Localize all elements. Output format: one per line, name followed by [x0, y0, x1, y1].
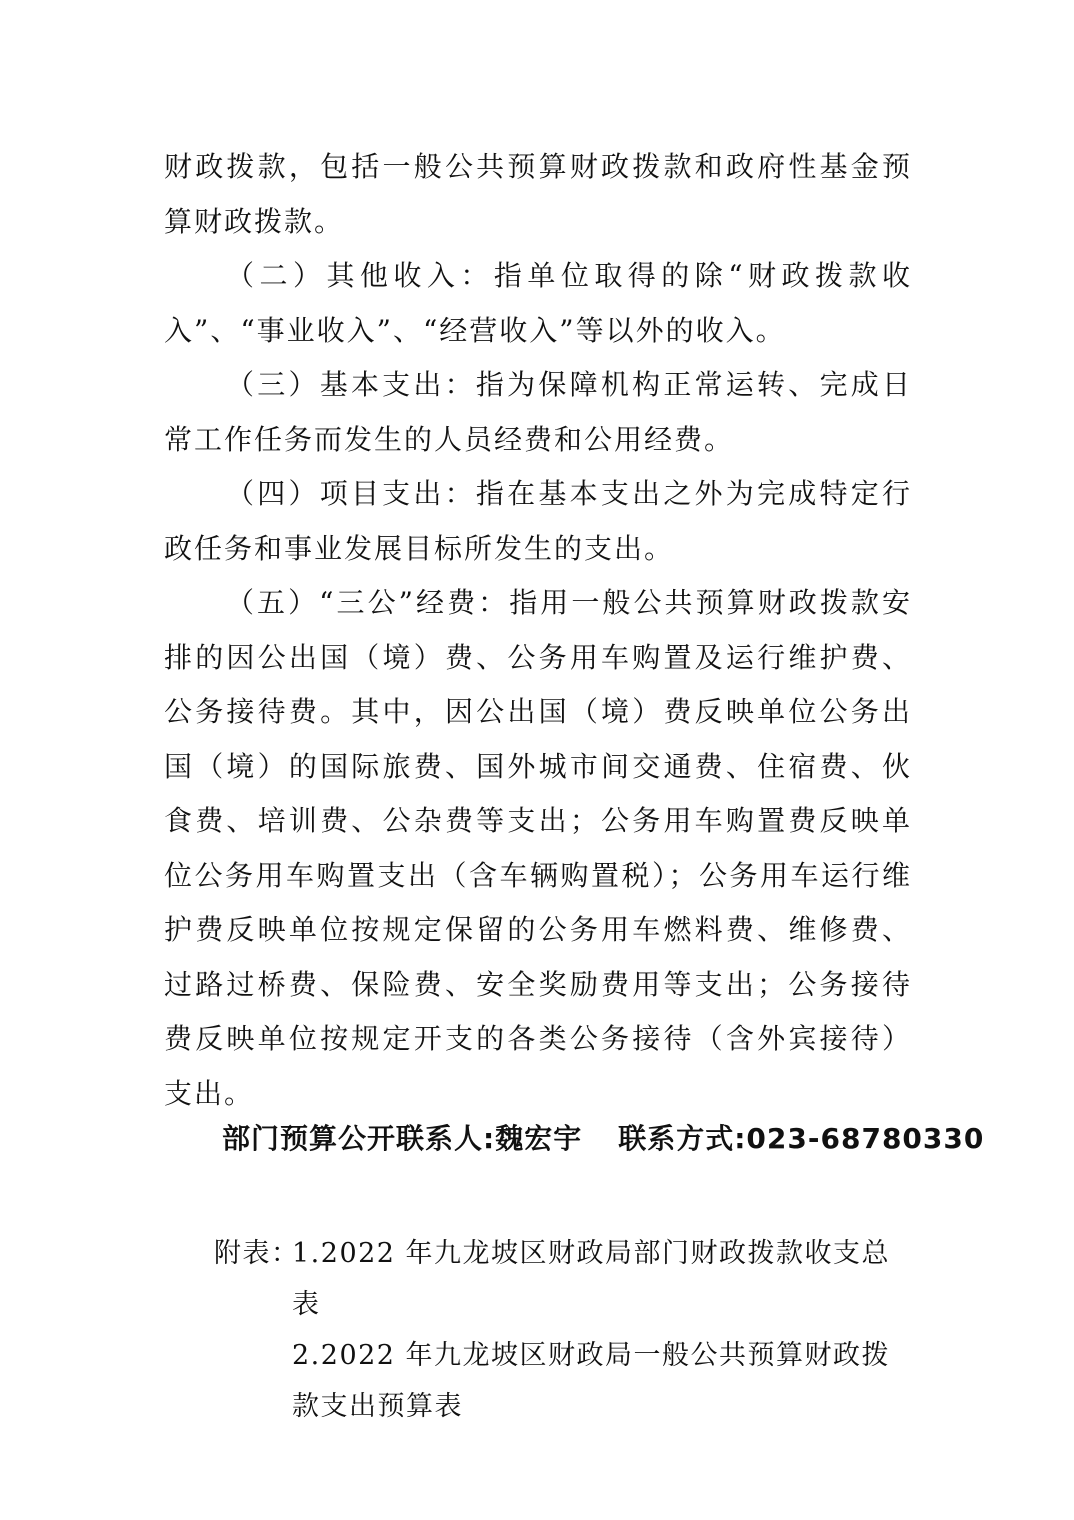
body-text: [164, 140, 912, 1121]
attachments-list: [292, 1228, 902, 1432]
attachments-label: 附表：: [214, 1238, 300, 1269]
paragraph-project-expenditure: （四）项目支出：指在基本支出之外为完成特定行政任务和事业发展目标所发生的支出。: [164, 477, 912, 565]
attachment-item-1: 1.2022 年九龙坡区财政局部门财政拨款收支总表: [292, 1238, 891, 1320]
paragraph-basic-expenditure: （三）基本支出：指为保障机构正常运转、完成日常工作任务而发生的人员经费和公用经费。: [164, 368, 912, 456]
attachments-section: [214, 1228, 914, 1432]
attachment-item-2: 2.2022 年九龙坡区财政局一般公共预算财政拨款支出预算表: [292, 1340, 891, 1422]
contact-method-label: 联系方式:: [618, 1122, 747, 1155]
paragraph-financial-appropriation: 财政拨款，包括一般公共预算财政拨款和政府性基金预算财政拨款。: [164, 150, 912, 238]
contact-person-name: 魏宏宇: [495, 1122, 583, 1155]
contact-person-label: 部门预算公开联系人:: [222, 1122, 496, 1155]
contact-phone: 023-68780330: [746, 1122, 985, 1155]
paragraph-three-public-expenses: （五）“三公”经费：指用一般公共预算财政拨款安排的因公出国（境）费、公务用车购置及运行维护费、公务接待费。其中，因公出国（境）费反映单位公务出国（境）的国际旅费、国外城市间交通费、住宿费、伙食费、培训费、公杂费等支出；公务用车购置费反映单位公务用车购置支出（含车辆购置税）；公务用车运行维护费反映单位按规定保留的公务用车燃料费、维修费、过路过桥费、保险费、安全奖励费用等支出；公务接待费反映单位按规定开支的各类公务接待（含外宾接待）支出。: [164, 586, 912, 1110]
paragraph-other-income: （二）其他收入：指单位取得的除“财政拨款收入”、“事业收入”、“经营收入”等以外的收入。: [164, 259, 912, 347]
contact-line: [222, 1116, 985, 1162]
